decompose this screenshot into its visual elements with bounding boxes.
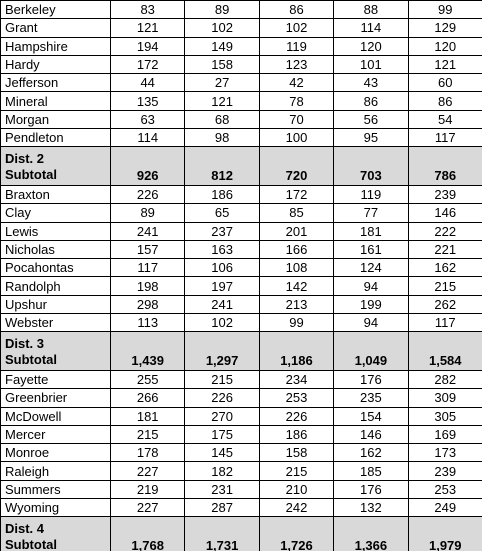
table-row [1, 370, 482, 388]
table-row [1, 499, 482, 517]
value-cell: 85 [259, 204, 333, 222]
subtotal-value-cell: 703 [334, 147, 408, 186]
county-name-cell: Morgan [1, 110, 111, 128]
value-cell: 287 [185, 499, 259, 517]
table-row [1, 1, 482, 19]
value-cell: 175 [185, 425, 259, 443]
value-cell: 89 [185, 1, 259, 19]
value-cell: 117 [408, 314, 482, 332]
county-name-cell: Randolph [1, 277, 111, 295]
value-cell: 172 [259, 185, 333, 203]
value-cell: 132 [334, 499, 408, 517]
value-cell: 102 [185, 19, 259, 37]
county-name-cell: Wyoming [1, 499, 111, 517]
value-cell: 43 [334, 74, 408, 92]
value-cell: 242 [259, 499, 333, 517]
subtotal-value-cell: 1,297 [185, 332, 259, 371]
value-cell: 185 [334, 462, 408, 480]
value-cell: 239 [408, 185, 482, 203]
value-cell: 198 [111, 277, 185, 295]
subtotal-word: Subtotal [5, 166, 57, 182]
table-row [1, 204, 482, 222]
county-name-cell: Webster [1, 314, 111, 332]
value-cell: 222 [408, 222, 482, 240]
value-cell: 166 [259, 240, 333, 258]
table-row [1, 444, 482, 462]
value-cell: 99 [408, 1, 482, 19]
value-cell: 94 [334, 277, 408, 295]
subtotal-value-cell: 1,731 [185, 517, 259, 551]
value-cell: 210 [259, 480, 333, 498]
value-cell: 234 [259, 370, 333, 388]
value-cell: 60 [408, 74, 482, 92]
value-cell: 120 [334, 37, 408, 55]
subtotal-word: Subtotal [5, 536, 57, 551]
value-cell: 114 [334, 19, 408, 37]
county-name-cell: Lewis [1, 222, 111, 240]
value-cell: 154 [334, 407, 408, 425]
county-name-cell: Raleigh [1, 462, 111, 480]
value-cell: 213 [259, 295, 333, 313]
value-cell: 161 [334, 240, 408, 258]
value-cell: 145 [185, 444, 259, 462]
value-cell: 78 [259, 92, 333, 110]
value-cell: 298 [111, 295, 185, 313]
value-cell: 121 [111, 19, 185, 37]
value-cell: 86 [408, 92, 482, 110]
value-cell: 68 [185, 110, 259, 128]
value-cell: 215 [259, 462, 333, 480]
subtotal-row [1, 147, 482, 186]
value-cell: 226 [259, 407, 333, 425]
value-cell: 178 [111, 444, 185, 462]
value-cell: 70 [259, 110, 333, 128]
table-row [1, 277, 482, 295]
value-cell: 120 [408, 37, 482, 55]
value-cell: 65 [185, 204, 259, 222]
value-cell: 106 [185, 259, 259, 277]
value-cell: 56 [334, 110, 408, 128]
county-name-cell: Jefferson [1, 74, 111, 92]
value-cell: 158 [185, 55, 259, 73]
value-cell: 215 [111, 425, 185, 443]
value-cell: 27 [185, 74, 259, 92]
county-table-body [1, 1, 482, 551]
value-cell: 89 [111, 204, 185, 222]
value-cell: 241 [185, 295, 259, 313]
value-cell: 157 [111, 240, 185, 258]
value-cell: 86 [334, 92, 408, 110]
value-cell: 255 [111, 370, 185, 388]
value-cell: 146 [408, 204, 482, 222]
table-row [1, 19, 482, 37]
table-row [1, 425, 482, 443]
county-name-cell: McDowell [1, 407, 111, 425]
value-cell: 253 [259, 389, 333, 407]
value-cell: 98 [185, 129, 259, 147]
county-name-cell: Clay [1, 204, 111, 222]
value-cell: 226 [185, 389, 259, 407]
value-cell: 227 [111, 499, 185, 517]
value-cell: 54 [408, 110, 482, 128]
value-cell: 108 [259, 259, 333, 277]
value-cell: 114 [111, 129, 185, 147]
value-cell: 270 [185, 407, 259, 425]
value-cell: 149 [185, 37, 259, 55]
value-cell: 77 [334, 204, 408, 222]
value-cell: 227 [111, 462, 185, 480]
county-name-cell: Mercer [1, 425, 111, 443]
county-name-cell: Upshur [1, 295, 111, 313]
value-cell: 63 [111, 110, 185, 128]
value-cell: 186 [185, 185, 259, 203]
subtotal-value-cell: 1,979 [408, 517, 482, 551]
subtotal-label [1, 517, 111, 551]
value-cell: 239 [408, 462, 482, 480]
value-cell: 124 [334, 259, 408, 277]
value-cell: 86 [259, 1, 333, 19]
table-row [1, 259, 482, 277]
table-row [1, 37, 482, 55]
value-cell: 235 [334, 389, 408, 407]
value-cell: 83 [111, 1, 185, 19]
subtotal-value-cell: 720 [259, 147, 333, 186]
value-cell: 123 [259, 55, 333, 73]
value-cell: 237 [185, 222, 259, 240]
subtotal-value-cell: 1,049 [334, 332, 408, 371]
table-row [1, 74, 482, 92]
subtotal-label [1, 147, 111, 186]
table-row [1, 389, 482, 407]
value-cell: 95 [334, 129, 408, 147]
value-cell: 226 [111, 185, 185, 203]
county-name-cell: Greenbrier [1, 389, 111, 407]
subtotal-value-cell: 1,726 [259, 517, 333, 551]
value-cell: 181 [111, 407, 185, 425]
value-cell: 194 [111, 37, 185, 55]
value-cell: 129 [408, 19, 482, 37]
value-cell: 142 [259, 277, 333, 295]
value-cell: 253 [408, 480, 482, 498]
value-cell: 99 [259, 314, 333, 332]
value-cell: 44 [111, 74, 185, 92]
county-name-cell: Fayette [1, 370, 111, 388]
subtotal-value-cell: 786 [408, 147, 482, 186]
table-row [1, 110, 482, 128]
value-cell: 219 [111, 480, 185, 498]
value-cell: 42 [259, 74, 333, 92]
subtotal-value-cell: 1,584 [408, 332, 482, 371]
county-name-cell: Summers [1, 480, 111, 498]
county-name-cell: Pocahontas [1, 259, 111, 277]
value-cell: 169 [408, 425, 482, 443]
value-cell: 266 [111, 389, 185, 407]
table-row [1, 55, 482, 73]
value-cell: 215 [185, 370, 259, 388]
subtotal-label [1, 332, 111, 371]
value-cell: 163 [185, 240, 259, 258]
value-cell: 172 [111, 55, 185, 73]
table-row [1, 222, 482, 240]
value-cell: 241 [111, 222, 185, 240]
table-row [1, 462, 482, 480]
value-cell: 94 [334, 314, 408, 332]
subtotal-value-cell: 1,768 [111, 517, 185, 551]
value-cell: 146 [334, 425, 408, 443]
value-cell: 119 [259, 37, 333, 55]
table-row [1, 407, 482, 425]
county-name-cell: Hardy [1, 55, 111, 73]
district-label: Dist. 3 [5, 335, 45, 351]
value-cell: 173 [408, 444, 482, 462]
value-cell: 102 [185, 314, 259, 332]
county-name-cell: Braxton [1, 185, 111, 203]
table-row [1, 92, 482, 110]
value-cell: 231 [185, 480, 259, 498]
value-cell: 113 [111, 314, 185, 332]
county-name-cell: Mineral [1, 92, 111, 110]
subtotal-word: Subtotal [5, 351, 57, 367]
county-name-cell: Pendleton [1, 129, 111, 147]
subtotal-value-cell: 1,366 [334, 517, 408, 551]
value-cell: 186 [259, 425, 333, 443]
value-cell: 249 [408, 499, 482, 517]
value-cell: 282 [408, 370, 482, 388]
value-cell: 176 [334, 370, 408, 388]
district-label: Dist. 4 [5, 520, 45, 536]
value-cell: 199 [334, 295, 408, 313]
value-cell: 100 [259, 129, 333, 147]
district-label: Dist. 2 [5, 150, 45, 166]
value-cell: 121 [185, 92, 259, 110]
subtotal-value-cell: 926 [111, 147, 185, 186]
subtotal-value-cell: 1,439 [111, 332, 185, 371]
subtotal-row [1, 517, 482, 551]
table-row [1, 240, 482, 258]
subtotal-row [1, 332, 482, 371]
value-cell: 262 [408, 295, 482, 313]
value-cell: 119 [334, 185, 408, 203]
value-cell: 162 [334, 444, 408, 462]
value-cell: 88 [334, 1, 408, 19]
value-cell: 221 [408, 240, 482, 258]
table-row [1, 314, 482, 332]
value-cell: 215 [408, 277, 482, 295]
value-cell: 176 [334, 480, 408, 498]
value-cell: 201 [259, 222, 333, 240]
county-name-cell: Hampshire [1, 37, 111, 55]
county-name-cell: Monroe [1, 444, 111, 462]
subtotal-value-cell: 812 [185, 147, 259, 186]
value-cell: 309 [408, 389, 482, 407]
table-row [1, 129, 482, 147]
county-name-cell: Nicholas [1, 240, 111, 258]
value-cell: 181 [334, 222, 408, 240]
value-cell: 117 [111, 259, 185, 277]
value-cell: 121 [408, 55, 482, 73]
table-row [1, 185, 482, 203]
value-cell: 117 [408, 129, 482, 147]
value-cell: 158 [259, 444, 333, 462]
value-cell: 182 [185, 462, 259, 480]
value-cell: 162 [408, 259, 482, 277]
county-name-cell: Berkeley [1, 1, 111, 19]
value-cell: 102 [259, 19, 333, 37]
value-cell: 197 [185, 277, 259, 295]
county-name-cell: Grant [1, 19, 111, 37]
subtotal-value-cell: 1,186 [259, 332, 333, 371]
value-cell: 305 [408, 407, 482, 425]
table-row [1, 295, 482, 313]
value-cell: 101 [334, 55, 408, 73]
table-row [1, 480, 482, 498]
value-cell: 135 [111, 92, 185, 110]
